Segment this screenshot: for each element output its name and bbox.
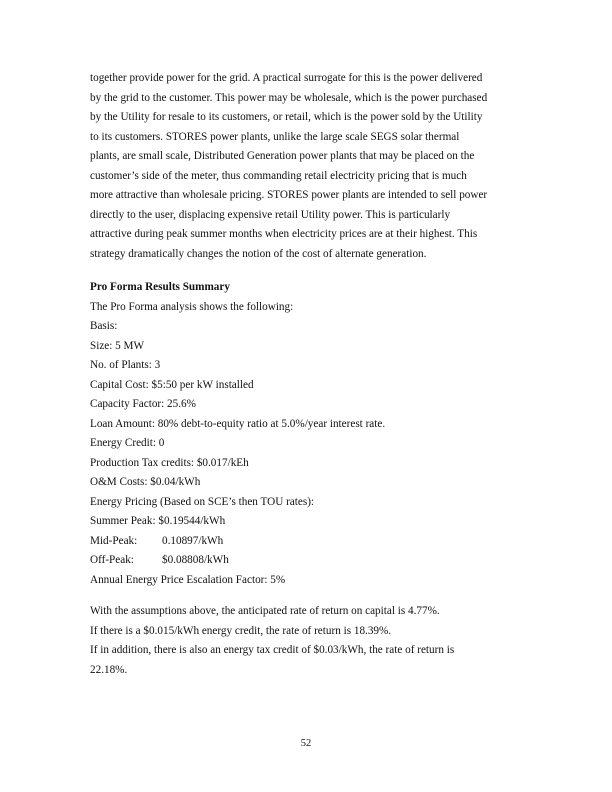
size-item: Size: 5 MW: [90, 339, 145, 352]
om-costs-item: O&M Costs: $0.04/kWh: [90, 476, 201, 488]
section-heading: Pro Forma Results Summary: [90, 281, 230, 293]
intro-paragraph: [90, 69, 530, 264]
off-peak-label: Off-Peak:: [90, 554, 134, 566]
production-tax-item: Production Tax credits: $0.017/kEh: [90, 456, 249, 469]
page-content: [90, 69, 530, 680]
capacity-factor-item: Capacity Factor: 25.6%: [90, 398, 196, 410]
escalation-item: Annual Energy Price Escalation Factor: 5%: [90, 573, 286, 586]
intro-line: directly to the user, displacing expensive retail Utility power. This is particularly: [90, 208, 451, 221]
page-number: 52: [300, 738, 312, 749]
energy-credit-item: Energy Credit: 0: [90, 437, 165, 449]
intro-line: strategy dramatically changes the notion of the cost of alternate generation.: [90, 247, 427, 260]
loan-amount-item: Loan Amount: 80% debt-to-equity ratio at 5.0%/year interest rate.: [90, 417, 386, 430]
energy-pricing-item: Energy Pricing (Based on SCE’s then TOU rates):: [90, 495, 315, 508]
intro-line: customer’s side of the meter, thus commanding retail electricity pricing that is much: [90, 169, 467, 182]
mid-peak-value: 0.10897/kWh: [162, 534, 224, 547]
section-intro: The Pro Forma analysis shows the following:: [90, 300, 294, 313]
intro-line: plants, are small scale, Distributed Generation power plants that may be placed on the: [90, 150, 475, 162]
basis-label: Basis:: [90, 320, 118, 332]
mid-peak-item: [90, 532, 530, 552]
intro-line: together provide power for the grid. A practical surrogate for this is the power delivered: [90, 72, 483, 84]
intro-line: more attractive than wholesale pricing. STORES power plants are intended to sell power: [90, 189, 488, 201]
plants-item: No. of Plants: 3: [90, 359, 161, 371]
conclusion-paragraph: [90, 602, 530, 680]
off-peak-value: $0.08808/kWh: [162, 554, 229, 566]
conclusion-line: If there is a $0.015/kWh energy credit, the rate of return is 18.39%.: [90, 624, 392, 637]
conclusion-line: With the assumptions above, the anticipated rate of return on capital is 4.77%.: [90, 605, 440, 617]
intro-line: by the grid to the customer. This power may be wholesale, which is the power purchased: [90, 91, 488, 104]
summer-peak-item: Summer Peak: $0.19544/kWh: [90, 515, 226, 527]
capital-cost-item: Capital Cost: $5:50 per kW installed: [90, 378, 254, 391]
conclusion-line: If in addition, there is also an energy tax credit of $0.03/kWh, the rate of return is: [90, 644, 455, 656]
conclusion-line: 22.18%.: [90, 663, 128, 676]
pro-forma-section: [90, 278, 530, 590]
intro-line: to its customers. STORES power plants, unlike the large scale SEGS solar thermal: [90, 130, 460, 143]
off-peak-item: [90, 551, 530, 571]
intro-line: by the Utility for resale to its customers, or retail, which is the power sold by the Utility: [90, 111, 483, 123]
mid-peak-label: Mid-Peak:: [90, 534, 138, 547]
intro-line: attractive during peak summer months when electricity prices are at their highest. This: [90, 228, 478, 240]
